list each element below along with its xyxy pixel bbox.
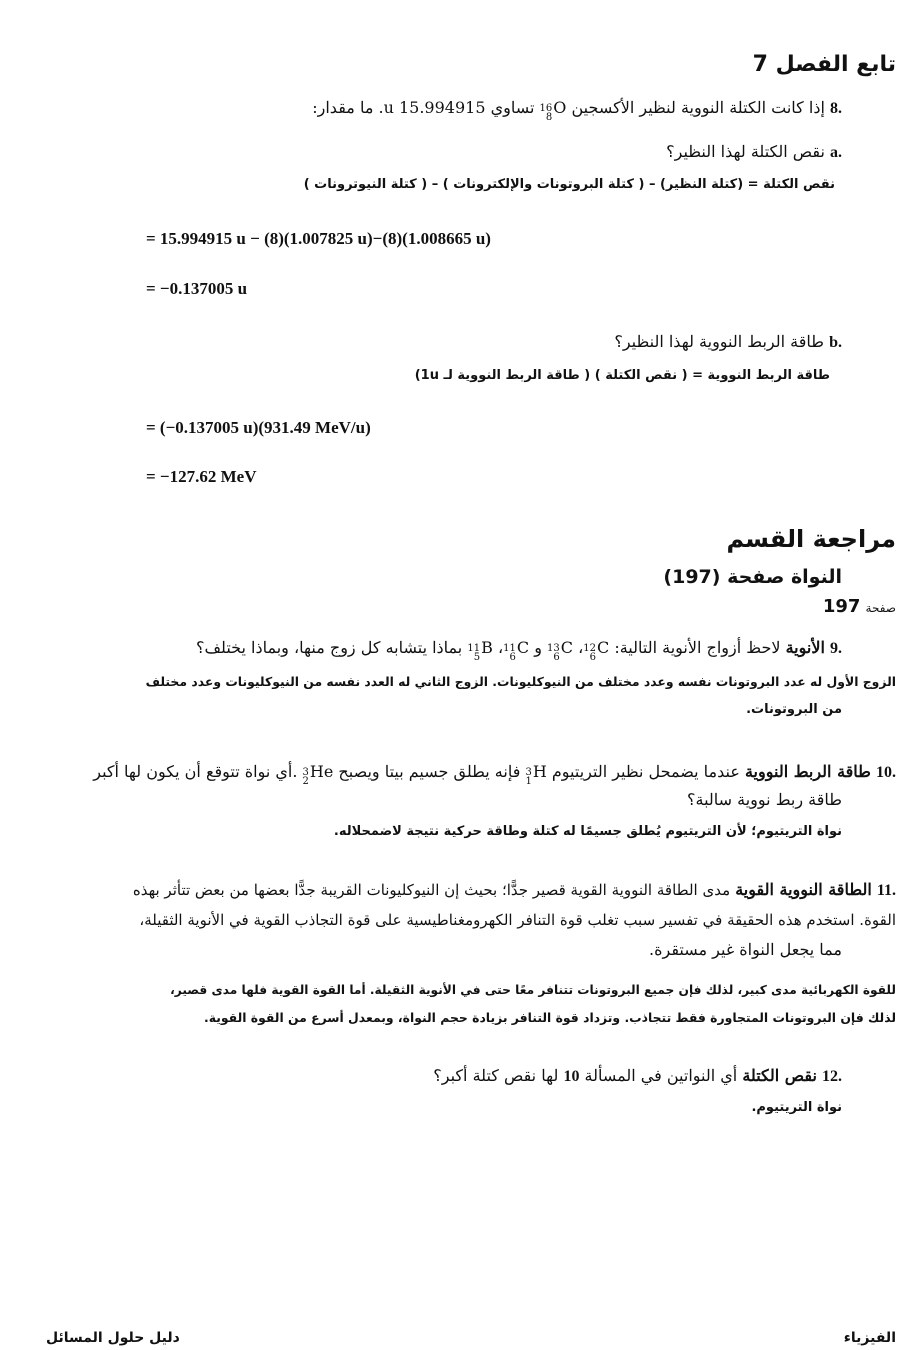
answer-11-line1: للقوة الكهربائية مدى كبير، لذلك فإن جميع البروتونات تتنافر معًا حتى في الأنوية الثقيلة. أما القوة القوية فلها مدى قصير، bbox=[170, 983, 896, 997]
carbon-13-nuclide: 13 6 C bbox=[547, 638, 573, 663]
question-number: .8 bbox=[830, 100, 842, 117]
question-text-after: لها نقص كتلة أكبر؟ bbox=[433, 1066, 559, 1085]
question-8 bbox=[312, 94, 842, 124]
question-text: مدى الطاقة النووية القوية قصير جدًّا؛ بحيث إن النيوكليونات القريبة جدًّا بعضها من بعض تتأثر بهذه bbox=[132, 881, 731, 899]
binding-energy-step2: = −127.62 MeV bbox=[146, 467, 257, 486]
section-subtitle: النواة صفحة (197) bbox=[663, 566, 842, 588]
answer-11-line2: لذلك فإن البروتونات المتجاورة فقط تتجاذب. وتزداد قوة التنافر بزيادة حجم النواة، وبمعدل أسرع من القوة القوية. bbox=[204, 1010, 896, 1025]
binding-energy-formula: طاقة الربط النووية = ( نقص الكتلة ) ( طاقة الربط النووية لـ 1u) bbox=[414, 368, 830, 383]
answer-9-line1: الزوج الأول له عدد البروتونات نفسه وعدد مختلف من النيوكليونات. الزوج الثاني له العدد نفسه من النيوكليونات وعدد مختلف bbox=[145, 674, 896, 689]
question-text: لاحظ أزواج الأنوية التالية: bbox=[614, 638, 781, 657]
question-text: أي النواتين في المسألة bbox=[584, 1066, 738, 1085]
section-review-title: مراجعة القسم bbox=[726, 525, 896, 553]
question-text: إذا كانت الكتلة النووية لنظير الأكسجين bbox=[571, 98, 825, 117]
question-text-after: .أي نواة تتوقع أن يكون لها أكبر bbox=[93, 762, 298, 781]
page-number: 197 bbox=[822, 596, 861, 617]
question-10-line2: طاقة ربط نووية سالبة؟ bbox=[687, 790, 842, 809]
page-reference bbox=[823, 596, 896, 617]
binding-energy-step1: = (−0.137005 u)(931.49 MeV/u) bbox=[146, 418, 371, 437]
carbon-12-nuclide: 12 6 C bbox=[583, 638, 610, 663]
carbon-11-nuclide: 11 6 C bbox=[503, 638, 530, 663]
mass-defect-formula: نقص الكتلة = (كتلة النظير) – ( كتلة البروتونات والإلكترونات ) – ( كتلة النيوترونات ) bbox=[303, 177, 835, 192]
part-label: .a bbox=[830, 144, 842, 161]
chapter-title: تابع الفصل 7 bbox=[752, 52, 896, 77]
question-text: عندما يضمحل نظير التريتيوم bbox=[551, 762, 740, 781]
and-word: و bbox=[534, 638, 542, 657]
question-9: .9 الأنوية لاحظ أزواج الأنوية التالية: 12 6 C ، 13 6 C و 11 6 C ، 11 5 B بماذا يتشابه كل زوج منها، وبماذا يختلف؟ bbox=[196, 634, 842, 664]
answer-10: نواة التريتيوم؛ لأن التريتيوم يُطلق جسيمًا له كتلة وطاقة حركية نتيجة لاضمحلاله. bbox=[333, 824, 842, 839]
question-text-mid: فإنه يطلق جسيم بيتا ويصبح bbox=[338, 762, 521, 781]
question-number: .11 bbox=[876, 882, 896, 899]
question-text-after: تساوي 15.994915 u. ما مقدار: bbox=[312, 98, 535, 117]
question-10 bbox=[93, 758, 896, 788]
footer-subject: الفيزياء bbox=[843, 1330, 896, 1346]
question-term: طاقة الربط النووية bbox=[744, 762, 871, 781]
part-label: .b bbox=[829, 334, 842, 351]
answer-12: نواة التريتيوم. bbox=[751, 1100, 842, 1115]
question-term: الطاقة النووية القوية bbox=[735, 880, 872, 899]
boron-11-nuclide: 11 5 B bbox=[467, 638, 493, 663]
answer-9-line2: من البروتونات. bbox=[746, 702, 842, 717]
oxygen-nuclide: 16 8 O bbox=[539, 98, 567, 123]
part-text: نقص الكتلة لهذا النظير؟ bbox=[666, 142, 825, 161]
tritium-nuclide: 3 1 H bbox=[525, 762, 547, 787]
question-number: .12 bbox=[822, 1068, 842, 1085]
question-number: .10 bbox=[876, 764, 896, 781]
question-8b bbox=[614, 328, 842, 357]
mass-defect-step2: = −0.137005 u bbox=[146, 279, 248, 298]
question-term: نقص الكتلة bbox=[742, 1066, 817, 1085]
part-text: طاقة الربط النووية لهذا النظير؟ bbox=[614, 332, 824, 351]
question-11 bbox=[133, 876, 896, 905]
question-term: الأنوية bbox=[785, 638, 825, 657]
question-11-line2: القوة. استخدم هذه الحقيقة في تفسير سبب تغلب قوة التنافر الكهرومغناطيسية على قوة التجاذب القوية في الأنوية الثقيلة، bbox=[139, 911, 896, 929]
question-11-line3: مما يجعل النواة غير مستقرة. bbox=[649, 940, 842, 959]
mass-defect-step1: = 15.994915 u − (8)(1.007825 u)−(8)(1.008665 u) bbox=[146, 229, 491, 248]
question-text-after: بماذا يتشابه كل زوج منها، وبماذا يختلف؟ bbox=[195, 638, 463, 657]
question-12 bbox=[433, 1062, 842, 1091]
problem-reference: 10 bbox=[563, 1068, 580, 1085]
question-number: .9 bbox=[830, 640, 842, 657]
question-8a bbox=[666, 138, 842, 167]
helium-3-nuclide: 3 2 He bbox=[302, 762, 334, 787]
page-label: صفحة bbox=[865, 601, 896, 615]
footer-guide: دليل حلول المسائل bbox=[46, 1330, 180, 1346]
